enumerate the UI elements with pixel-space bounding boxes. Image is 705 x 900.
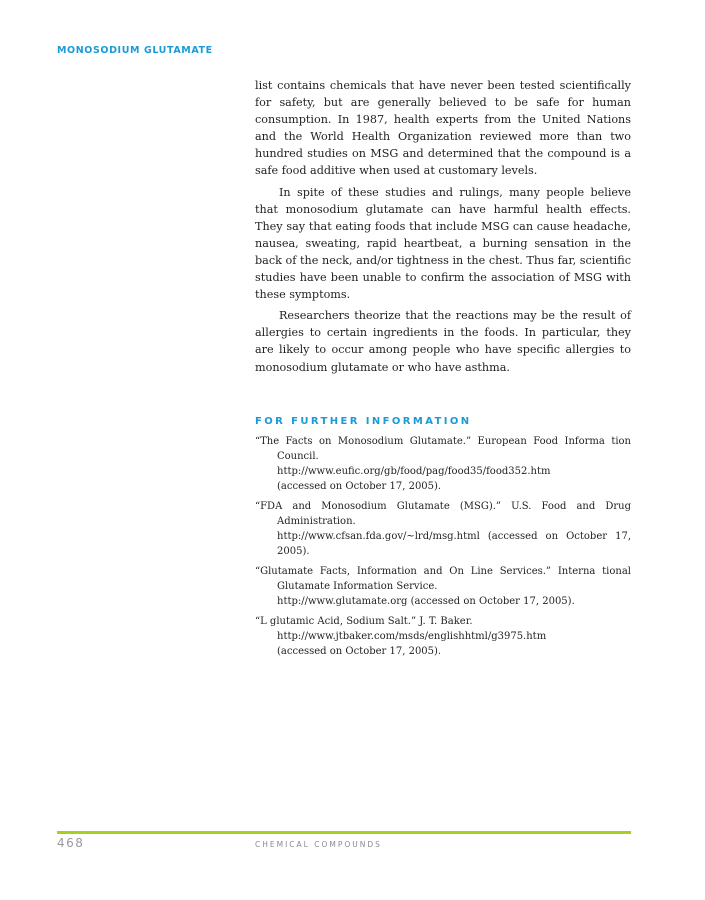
footer-rule bbox=[57, 831, 631, 834]
reference-item bbox=[255, 564, 631, 609]
reference-citation: “L glutamic Acid, Sodium Salt.” J. T. Baker. bbox=[255, 616, 473, 627]
paragraph-1: list contains chemicals that have never been tested scientifically for safety, but are generally believed to be safe for human consumption. In 1987, health experts from the United Nations and the World Health Organization reviewed more than two hundred studies on MSG and determined that the compound is a safe food additive when used at customary levels. bbox=[255, 79, 631, 178]
reference-citation: “FDA and Monosodium Glutamate (MSG).” U.S. Food and Drug Administration. bbox=[255, 501, 631, 527]
body-text bbox=[255, 77, 631, 380]
reference-url[interactable]: http://www.eufic.org/gb/food/pag/food35/food352.htm bbox=[277, 466, 551, 477]
reference-item bbox=[255, 499, 631, 559]
reference-list bbox=[255, 434, 631, 664]
paragraph-2: In spite of these studies and rulings, many people believe that monosodium glutamate can have harmful health effects. They say that eating foods that include MSG can cause headache, nausea, sweating, rapid heartbeat, a burning sensation in the back of the neck, and/or tightness in the chest. Thus far, scientific studies have been unable to confirm the association of MSG with these symptoms. bbox=[255, 185, 631, 302]
paragraph-3: Researchers theorize that the reactions may be the result of allergies to certain ingredients in the foods. In particular, they are likely to occur among people who have specific allergies to monosodium glutamate or who have asthma. bbox=[255, 309, 631, 374]
reference-citation: “The Facts on Monosodium Glutamate.” European Food Informa tion Council. bbox=[255, 436, 631, 462]
reference-accessed: (accessed on October 17, 2005). bbox=[410, 596, 575, 607]
reference-accessed: (accessed on October 17, 2005). bbox=[277, 481, 442, 492]
running-head: MONOSODIUM GLUTAMATE bbox=[57, 45, 213, 56]
reference-url[interactable]: http://www.jtbaker.com/msds/englishhtml/g3975.htm bbox=[277, 631, 547, 642]
reference-accessed: (accessed on October 17, 2005). bbox=[277, 646, 442, 657]
reference-url[interactable]: http://www.cfsan.fda.gov/~lrd/msg.html bbox=[277, 531, 480, 542]
reference-item bbox=[255, 614, 631, 659]
reference-accessed: (accessed on October 17, 2005). bbox=[277, 531, 631, 557]
book-title: CHEMICAL COMPOUNDS bbox=[255, 840, 382, 849]
reference-citation: “Glutamate Facts, Information and On Line Services.” Interna tional Glutamate Information Service. bbox=[255, 566, 631, 592]
reference-item bbox=[255, 434, 631, 494]
section-heading: FOR FURTHER INFORMATION bbox=[255, 416, 472, 427]
reference-url[interactable]: http://www.glutamate.org bbox=[277, 596, 408, 607]
page-number: 468 bbox=[57, 836, 85, 850]
